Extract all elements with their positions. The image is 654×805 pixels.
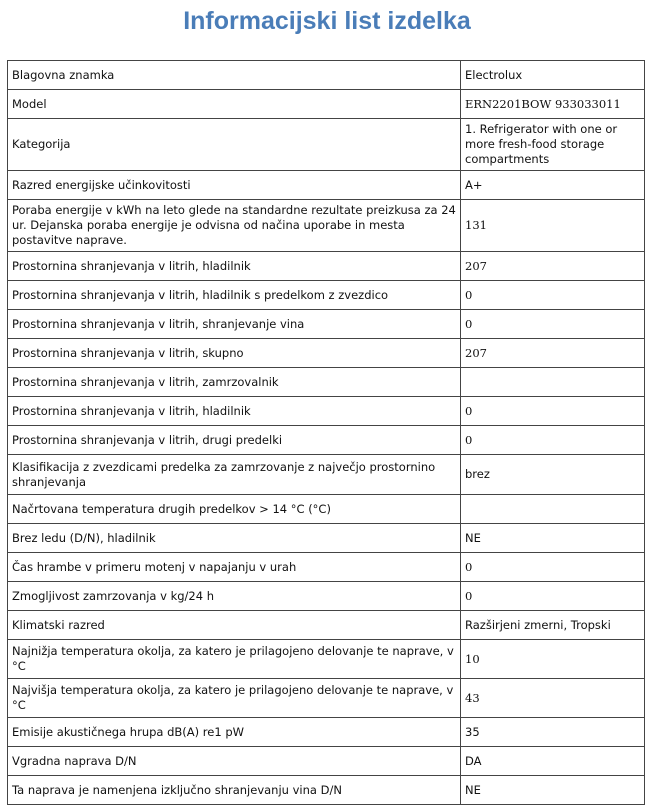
row-value: 1. Refrigerator with one or more fresh-food storage compartments <box>461 119 645 171</box>
table-row <box>8 455 645 495</box>
table-row <box>8 640 645 679</box>
row-label: Čas hrambe v primeru motenj v napajanju v urah <box>8 553 461 582</box>
row-value: 207 <box>461 339 645 368</box>
table-row <box>8 171 645 200</box>
row-label: Najnižja temperatura okolja, za katero je prilagojeno delovanje te naprave, v °C <box>8 640 461 679</box>
table-row <box>8 524 645 553</box>
row-label: Najvišja temperatura okolja, za katero je prilagojeno delovanje te naprave, v °C <box>8 679 461 718</box>
table-row <box>8 679 645 718</box>
row-label: Prostornina shranjevanja v litrih, hladilnik <box>8 397 461 426</box>
table-row <box>8 495 645 524</box>
row-value: 0 <box>461 281 645 310</box>
table-row <box>8 397 645 426</box>
row-label: Klasifikacija z zvezdicami predelka za zamrzovanje z največjo prostornino shranjevanja <box>8 455 461 495</box>
row-value: 131 <box>461 200 645 252</box>
row-value: 0 <box>461 397 645 426</box>
row-label: Prostornina shranjevanja v litrih, hladilnik <box>8 252 461 281</box>
row-value: 0 <box>461 582 645 611</box>
row-label: Blagovna znamka <box>8 61 461 90</box>
row-label: Prostornina shranjevanja v litrih, zamrzovalnik <box>8 368 461 397</box>
row-label: Model <box>8 90 461 119</box>
row-label: Ta naprava je namenjena izključno shranjevanju vina D/N <box>8 776 461 805</box>
row-label: Prostornina shranjevanja v litrih, drugi predelki <box>8 426 461 455</box>
row-value: Electrolux <box>461 61 645 90</box>
table-row <box>8 252 645 281</box>
table-row <box>8 310 645 339</box>
row-value <box>461 368 645 397</box>
row-value: 0 <box>461 426 645 455</box>
table-row <box>8 611 645 640</box>
row-label: Prostornina shranjevanja v litrih, shranjevanje vina <box>8 310 461 339</box>
row-value: 0 <box>461 310 645 339</box>
product-info-table <box>7 60 645 805</box>
table-row <box>8 90 645 119</box>
row-value: 0 <box>461 553 645 582</box>
row-value: A+ <box>461 171 645 200</box>
row-value: NE <box>461 776 645 805</box>
row-label: Načrtovana temperatura drugih predelkov > 14 °C (°C) <box>8 495 461 524</box>
row-value: 10 <box>461 640 645 679</box>
table-row <box>8 119 645 171</box>
table-row <box>8 747 645 776</box>
row-label: Kategorija <box>8 119 461 171</box>
row-value: brez <box>461 455 645 495</box>
row-value: ERN2201BOW 933033011 <box>461 90 645 119</box>
row-label: Brez ledu (D/N), hladilnik <box>8 524 461 553</box>
row-value: 207 <box>461 252 645 281</box>
table-row <box>8 776 645 805</box>
table-row <box>8 339 645 368</box>
row-label: Prostornina shranjevanja v litrih, hladilnik s predelkom z zvezdico <box>8 281 461 310</box>
row-value: NE <box>461 524 645 553</box>
page-title: Informacijski list izdelka <box>183 7 471 35</box>
table-row <box>8 718 645 747</box>
table-row <box>8 368 645 397</box>
table-row <box>8 281 645 310</box>
row-value: DA <box>461 747 645 776</box>
row-label: Emisije akustičnega hrupa dB(A) re1 pW <box>8 718 461 747</box>
row-label: Poraba energije v kWh na leto glede na standardne rezultate preizkusa za 24 ur. Dejanska poraba energije je odvisna od načina uporabe in mesta postavitve naprave. <box>8 200 461 252</box>
row-value: Razširjeni zmerni, Tropski <box>461 611 645 640</box>
table-row <box>8 553 645 582</box>
table-row <box>8 426 645 455</box>
table-row <box>8 582 645 611</box>
row-label: Zmogljivost zamrzovanja v kg/24 h <box>8 582 461 611</box>
row-value: 43 <box>461 679 645 718</box>
row-label: Vgradna naprava D/N <box>8 747 461 776</box>
row-value: 35 <box>461 718 645 747</box>
row-label: Razred energijske učinkovitosti <box>8 171 461 200</box>
row-label: Prostornina shranjevanja v litrih, skupno <box>8 339 461 368</box>
row-label: Klimatski razred <box>8 611 461 640</box>
table-row <box>8 61 645 90</box>
table-row <box>8 200 645 252</box>
row-value <box>461 495 645 524</box>
